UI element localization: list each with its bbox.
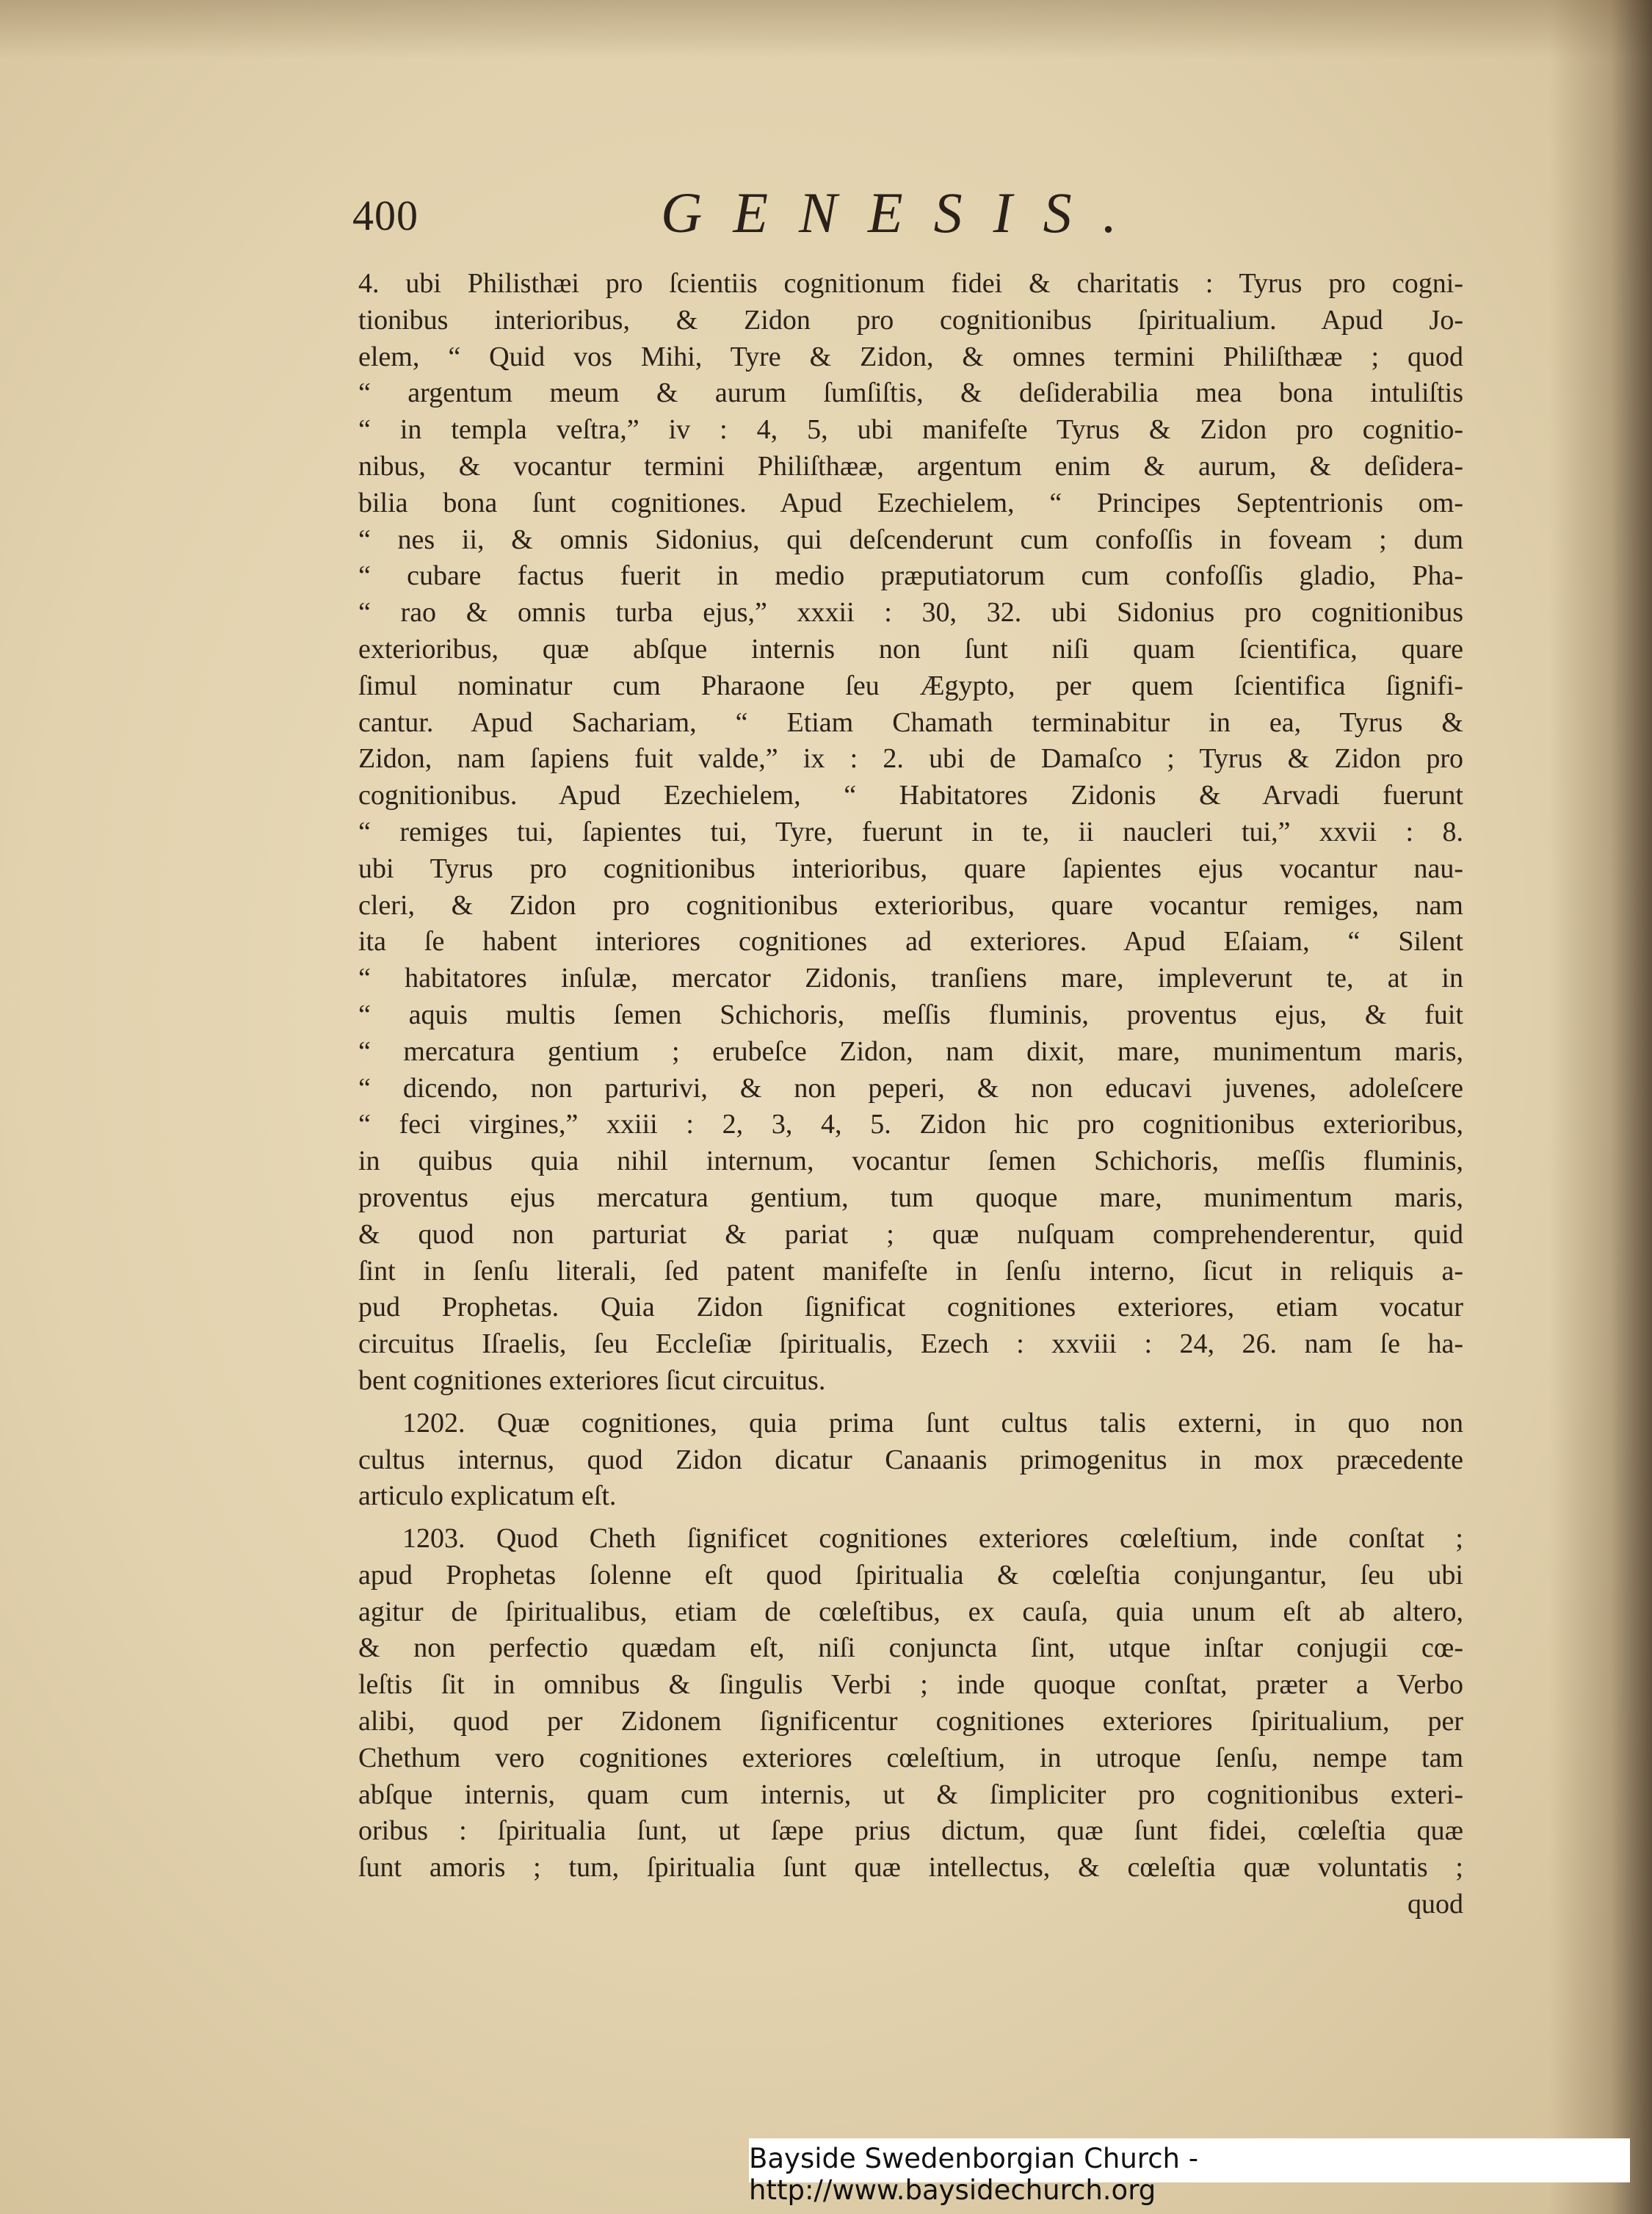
text-line: exterioribus, quæ abſque internis non ſunt niſi quam ſcientifica, quare [358, 633, 1463, 665]
text-line: “ aquis multis ſemen Schichoris, meſſis fluminis, proventus ejus, & fuit [358, 999, 1463, 1030]
text-line: “ feci virgines,” xxiii : 2, 3, 4, 5. Zidon hic pro cognitionibus exterioribus, [358, 1109, 1463, 1140]
text-line: “ mercatura gentium ; erubeſce Zidon, nam dixit, mare, munimentum maris, [358, 1035, 1463, 1067]
text-line: Chethum vero cognitiones exteriores cœleſtium, in utroque ſenſu, nempe tam [358, 1742, 1463, 1773]
text-line: “ dicendo, non parturivi, & non peperi, & non educavi juvenes, adoleſcere [358, 1072, 1463, 1104]
text-line: agitur de ſpiritualibus, etiam de cœleſtibus, ex cauſa, quia unum eſt ab altero, [358, 1596, 1463, 1627]
text-line: ſimul nominatur cum Pharaone ſeu Ægypto, per quem ſcientifica ſignifi- [358, 670, 1463, 701]
catchword: quod [1408, 1889, 1463, 1920]
text-line: 1203. Quod Cheth ſignificet cognitiones exteriores cœleſtium, inde conſtat ; [402, 1523, 1463, 1555]
text-line: leſtis ſit in omnibus & ſingulis Verbi ; inde quoque conſtat, præter a Verbo [358, 1669, 1463, 1701]
text-line: 4. ubi Philisthæi pro ſcientiis cognitionum fidei & charitatis : Tyrus pro cogni- [358, 268, 1463, 299]
text-line: “ argentum meum & aurum ſumſiſtis, & deſiderabilia mea bona intuliſtis [358, 377, 1463, 409]
text-line: elem, “ Quid vos Mihi, Tyre & Zidon, & omnes termini Philiſthææ ; quod [358, 341, 1463, 372]
text-line: proventus ejus mercatura gentium, tum quoque mare, munimentum maris, [358, 1182, 1463, 1213]
text-line: tionibus interioribus, & Zidon pro cognitionibus ſpiritualium. Apud Jo- [358, 304, 1463, 336]
text-line: cleri, & Zidon pro cognitionibus exterioribus, quare vocantur remiges, nam [358, 889, 1463, 921]
text-line: articulo explicatum eſt. [358, 1480, 617, 1512]
text-line: abſque internis, quam cum internis, ut & ſimpliciter pro cognitionibus exteri- [358, 1779, 1463, 1810]
text-line: ſunt amoris ; tum, ſpiritualia ſunt quæ intellectus, & cœleſtia quæ voluntatis ; [358, 1852, 1463, 1884]
text-line: ſint in ſenſu literali, ſed patent manifeſte in ſenſu interno, ſicut in reliquis a- [358, 1255, 1463, 1287]
running-title: GENESIS. [661, 181, 1148, 245]
text-line: 1202. Quæ cognitiones, quia prima ſunt cultus talis externi, in quo non [402, 1407, 1463, 1439]
text-line: “ remiges tui, ſapientes tui, Tyre, fuerunt in te, ii naucleri tui,” xxvii : 8. [358, 816, 1463, 847]
continued-paragraph [358, 266, 1463, 1400]
text-line: “ nes ii, & omnis Sidonius, qui deſcenderunt cum confoſſis in foveam ; dum [358, 524, 1463, 555]
text-line: oribus : ſpiritualia ſunt, ut ſæpe prius dictum, quæ ſunt fidei, cœleſtia quæ [358, 1815, 1463, 1847]
text-line: in quibus quia nihil internum, vocantur ſemen Schichoris, meſſis fluminis, [358, 1146, 1463, 1177]
page-number: 400 [352, 192, 419, 239]
text-line: alibi, quod per Zidonem ſignificentur cognitiones exteriores ſpiritualium, per [358, 1706, 1463, 1737]
text-line: cognitionibus. Apud Ezechielem, “ Habitatores Zidonis & Arvadi fuerunt [358, 780, 1463, 811]
text-line: bent cognitiones exteriores ſicut circuitus. [358, 1364, 826, 1396]
text-line: circuitus Iſraelis, ſeu Eccleſiæ ſpiritualis, Ezech : xxviii : 24, 26. nam ſe ha- [358, 1328, 1463, 1360]
text-line: apud Prophetas ſolenne eſt quod ſpiritualia & cœleſtia conjungantur, ſeu ubi [358, 1559, 1463, 1591]
text-line: & non perfectio quædam eſt, niſi conjuncta ſint, utque inſtar conjugii cœ- [358, 1632, 1463, 1664]
paragraph-1203 [358, 1521, 1463, 1886]
text-line: “ habitatores inſulæ, mercator Zidonis, tranſiens mare, impleverunt te, at in [358, 963, 1463, 994]
main-text [358, 266, 1463, 1923]
page-gutter-shadow [1549, 0, 1652, 2214]
text-line: & quod non parturiat & pariat ; quæ nuſquam comprehenderentur, quid [358, 1218, 1463, 1250]
text-line: cantur. Apud Sachariam, “ Etiam Chamath terminabitur in ea, Tyrus & [358, 706, 1463, 738]
text-line: cultus internus, quod Zidon dicatur Canaanis primogenitus in mox præcedente [358, 1444, 1463, 1475]
text-line: “ cubare factus fuerit in medio præputiatorum cum confoſſis gladio, Pha- [358, 560, 1463, 592]
footer-banner [749, 2138, 1630, 2206]
page-top-shadow [0, 0, 1652, 59]
footer-credit: Bayside Swedenborgian Church - http://www.baysidechurch.org [749, 2143, 1199, 2206]
text-line: Zidon, nam ſapiens fuit valde,” ix : 2. ubi de Damaſco ; Tyrus & Zidon pro [358, 743, 1463, 775]
text-line: pud Prophetas. Quia Zidon ſignificat cognitiones exteriores, etiam vocatur [358, 1292, 1463, 1323]
text-line: ita ſe habent interiores cognitiones ad exteriores. Apud Eſaiam, “ Silent [358, 926, 1463, 958]
text-line: “ rao & omnis turba ejus,” xxxii : 30, 32. ubi Sidonius pro cognitionibus [358, 597, 1463, 629]
text-line: ubi Tyrus pro cognitionibus interioribus, quare ſapientes ejus vocantur nau- [358, 853, 1463, 884]
paragraph-1202 [358, 1406, 1463, 1515]
text-line: bilia bona ſunt cognitiones. Apud Ezechielem, “ Principes Septentrionis om- [358, 487, 1463, 518]
page-header [345, 176, 1468, 257]
text-line: “ in templa veſtra,” iv : 4, 5, ubi manifeſte Tyrus & Zidon pro cognitio- [358, 414, 1463, 446]
text-line: nibus, & vocantur termini Philiſthææ, argentum enim & aurum, & deſidera- [358, 450, 1463, 482]
